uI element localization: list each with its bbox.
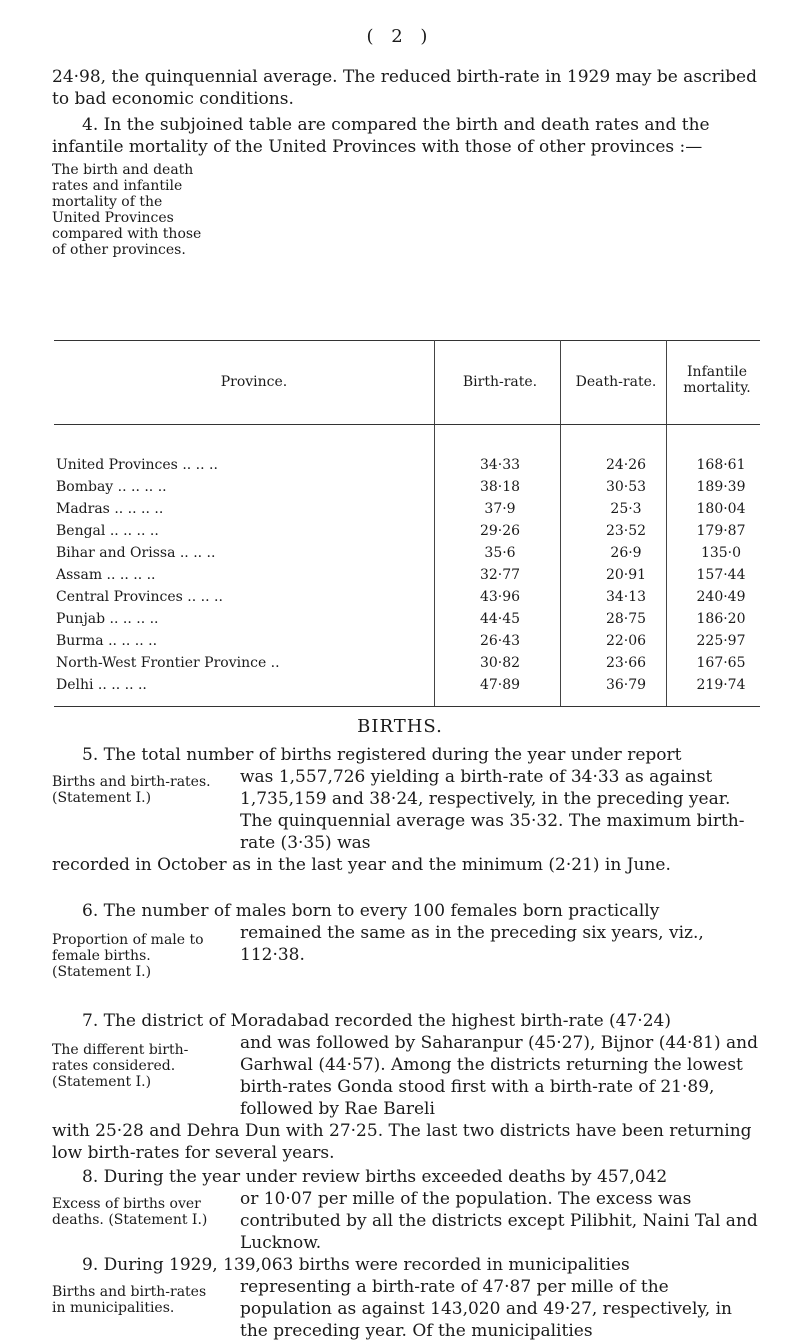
province-cell: Assam .. .. .. .. xyxy=(56,567,156,583)
province-cell: Bihar and Orissa .. .. .. xyxy=(56,545,216,561)
para8-body: or 10·07 per mille of the population. The excess was contributed by all the districts except Pilibhit, Naini Tal and Lucknow. xyxy=(240,1189,758,1253)
table-row xyxy=(54,500,760,518)
death-rate-cell: 30·53 xyxy=(605,479,647,495)
birth-rate-cell: 30·82 xyxy=(479,655,521,671)
birth-rate-cell: 32·77 xyxy=(479,567,521,583)
para8-side-note: Excess of births over deaths. (Statement I.) xyxy=(52,1196,208,1228)
province-cell: United Provinces .. .. .. xyxy=(56,457,218,473)
header-birth-rate: Birth-rate. xyxy=(462,374,538,390)
para6-side-note: Proportion of male to female births. (Statement I.) xyxy=(52,932,204,980)
death-rate-cell: 20·91 xyxy=(605,567,647,583)
para6-body: remained the same as in the preceding six years, viz., 112·38. xyxy=(240,923,704,965)
table-header-rule xyxy=(54,424,760,425)
table-top-rule xyxy=(54,340,760,341)
para7-tail: with 25·28 and Dehra Dun with 27·25. The last two districts have been returning low birth-rates for several years. xyxy=(52,1121,752,1163)
para4-lead: 4. In the subjoined table are compared the birth and death rates and the infantile mortality of the United Provinces with those of other provinces :— xyxy=(52,115,710,157)
header-death-rate: Death-rate. xyxy=(575,374,657,390)
para9-body: representing a birth-rate of 47·87 per mille of the population as against 143,020 and 49·27, respectively, in the preceding year. Of the municipalities xyxy=(240,1277,732,1341)
table-row xyxy=(54,654,760,672)
birth-rate-cell: 43·96 xyxy=(479,589,521,605)
province-cell: Punjab .. .. .. .. xyxy=(56,611,159,627)
section-heading-births: BIRTHS. xyxy=(357,716,443,737)
death-rate-cell: 22·06 xyxy=(605,633,647,649)
death-rate-cell: 36·79 xyxy=(605,677,647,693)
para9-lead: 9. During 1929, 139,063 births were recorded in municipalities xyxy=(82,1255,630,1275)
infantile-mortality-cell: 186·20 xyxy=(696,611,746,627)
death-rate-cell: 26·9 xyxy=(610,545,642,561)
province-cell: Madras .. .. .. .. xyxy=(56,501,164,517)
intro-paragraph: 24·98, the quinquennial average. The reduced birth-rate in 1929 may be ascribed to bad economic conditions. xyxy=(52,67,757,109)
birth-rate-cell: 38·18 xyxy=(479,479,521,495)
para4-side-note: The birth and death rates and infantile mortality of the United Provinces compared with those of other provinces. xyxy=(52,162,202,258)
table-row xyxy=(54,610,760,628)
para8-lead: 8. During the year under review births exceeded deaths by 457,042 xyxy=(82,1167,668,1187)
para9-side-note: Births and birth-rates in municipalities. xyxy=(52,1284,207,1316)
page-number: ( 2 ) xyxy=(366,26,434,47)
death-rate-cell: 23·66 xyxy=(605,655,647,671)
para7-side-note: The different birth-rates considered. (Statement I.) xyxy=(52,1042,189,1090)
header-infantile-mortality: Infantile mortality. xyxy=(683,364,751,396)
death-rate-cell: 28·75 xyxy=(605,611,647,627)
province-cell: North-West Frontier Province .. xyxy=(56,655,280,671)
birth-rate-cell: 37·9 xyxy=(484,501,516,517)
table-row xyxy=(54,456,760,474)
infantile-mortality-cell: 180·04 xyxy=(696,501,746,517)
para7-lead: 7. The district of Moradabad recorded the highest birth-rate (47·24) xyxy=(82,1011,671,1031)
table-row xyxy=(54,566,760,584)
para6-lead: 6. The number of males born to every 100 females born practically xyxy=(82,901,660,921)
infantile-mortality-cell: 189·39 xyxy=(696,479,746,495)
table-row xyxy=(54,522,760,540)
table-bottom-rule xyxy=(54,706,760,707)
birth-rate-cell: 47·89 xyxy=(479,677,521,693)
infantile-mortality-cell: 157·44 xyxy=(696,567,746,583)
death-rate-cell: 25·3 xyxy=(610,501,642,517)
table-row xyxy=(54,478,760,496)
birth-rate-cell: 29·26 xyxy=(479,523,521,539)
infantile-mortality-cell: 135·0 xyxy=(700,545,742,561)
para5-body: was 1,557,726 yielding a birth-rate of 34·33 as against 1,735,159 and 38·24, respectively, in the preceding year. The quinquennial average was 35·32. The maximum birth-rate (3·35) was xyxy=(240,767,745,853)
birth-rate-cell: 26·43 xyxy=(479,633,521,649)
birth-rate-cell: 44·45 xyxy=(479,611,521,627)
para5-side-note: Births and birth-rates. (Statement I.) xyxy=(52,774,211,806)
province-cell: Burma .. .. .. .. xyxy=(56,633,158,649)
death-rate-cell: 23·52 xyxy=(605,523,647,539)
birth-rate-cell: 35·6 xyxy=(484,545,516,561)
birth-rate-cell: 34·33 xyxy=(479,457,521,473)
para5-tail: recorded in October as in the last year and the minimum (2·21) in June. xyxy=(52,855,671,875)
province-cell: Bombay .. .. .. .. xyxy=(56,479,167,495)
infantile-mortality-cell: 168·61 xyxy=(696,457,746,473)
province-cell: Central Provinces .. .. .. xyxy=(56,589,223,605)
province-cell: Bengal .. .. .. .. xyxy=(56,523,159,539)
infantile-mortality-cell: 219·74 xyxy=(696,677,746,693)
infantile-mortality-cell: 240·49 xyxy=(696,589,746,605)
para5-lead: 5. The total number of births registered during the year under report xyxy=(82,745,682,765)
infantile-mortality-cell: 167·65 xyxy=(696,655,746,671)
infantile-mortality-cell: 179·87 xyxy=(696,523,746,539)
table-row xyxy=(54,632,760,650)
death-rate-cell: 24·26 xyxy=(605,457,647,473)
header-province: Province. xyxy=(220,374,288,390)
para7-body: and was followed by Saharanpur (45·27), Bijnor (44·81) and Garhwal (44·57). Among the districts returning the lowest birth-rates Gonda stood first with a birth-rate of 21·89, followed by Rae Bareli xyxy=(240,1033,759,1119)
province-cell: Delhi .. .. .. .. xyxy=(56,677,147,693)
death-rate-cell: 34·13 xyxy=(605,589,647,605)
table-row xyxy=(54,676,760,694)
table-row xyxy=(54,588,760,606)
infantile-mortality-cell: 225·97 xyxy=(696,633,746,649)
table-row xyxy=(54,544,760,562)
